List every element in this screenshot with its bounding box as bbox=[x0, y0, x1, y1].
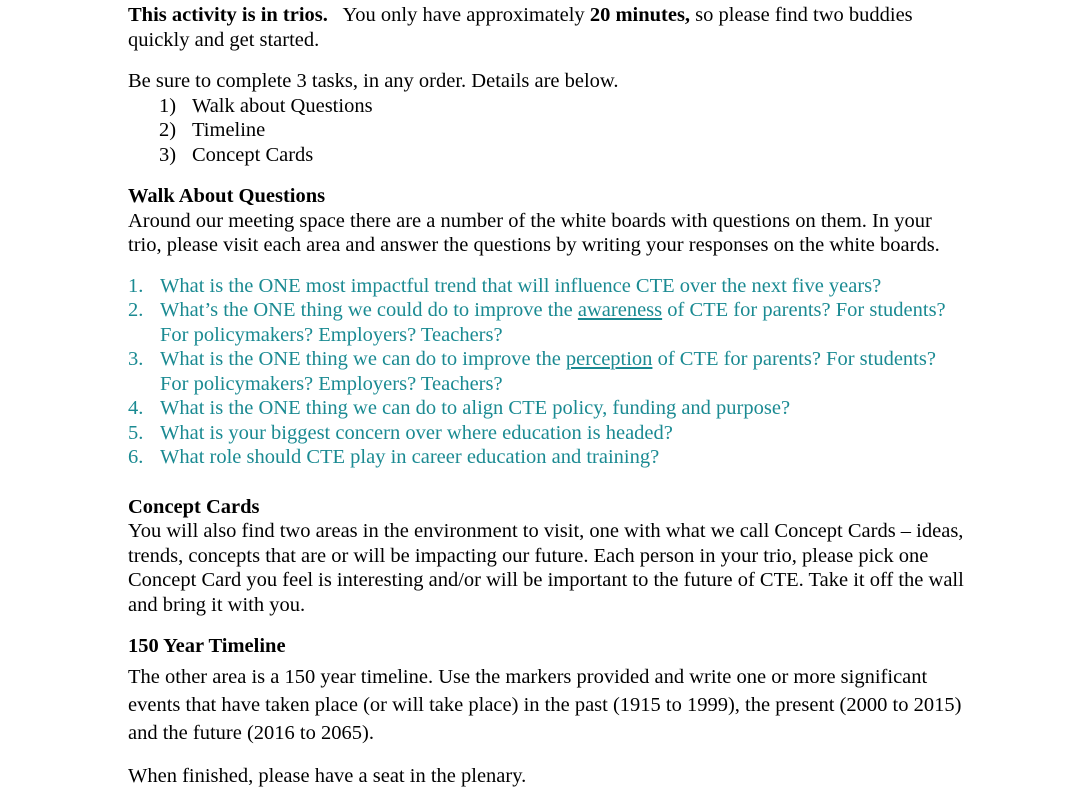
question-number: 6. bbox=[128, 446, 144, 468]
task-number: 2) bbox=[159, 119, 177, 141]
spacer bbox=[128, 470, 968, 495]
intro-paragraph bbox=[128, 3, 968, 52]
question-text-post: of CTE for parents? For students? For policymakers? Employers? Teachers? bbox=[160, 348, 936, 395]
intro-bold-lead: This activity is in trios. bbox=[128, 4, 328, 26]
task-item bbox=[128, 143, 968, 168]
task-label: Timeline bbox=[192, 119, 266, 141]
closing-text: When finished, please have a seat in the plenary. bbox=[128, 764, 527, 787]
task-number: 1) bbox=[159, 94, 177, 117]
question-number: 2. bbox=[128, 299, 144, 321]
task-item bbox=[128, 118, 968, 143]
question-item bbox=[128, 274, 968, 299]
question-number: 1. bbox=[128, 274, 144, 297]
question-text-pre: What’s the ONE thing we could do to improve the bbox=[160, 299, 578, 321]
question-item bbox=[128, 298, 968, 347]
question-item bbox=[128, 396, 968, 421]
question-text: What role should CTE play in career education and training? bbox=[160, 446, 660, 468]
question-number: 3. bbox=[128, 348, 144, 370]
task-label: Walk about Questions bbox=[192, 94, 373, 117]
question-underlined-word: awareness bbox=[577, 299, 663, 321]
intro-text-a: You only have approximately bbox=[327, 4, 590, 26]
timeline-body: The other area is a 150 year timeline. Use the markers provided and write one or more significant events that have taken place (or will take place) in the past (1915 to 1999), the present (2000 to 2015) and the future (2016 to 2065). bbox=[128, 665, 962, 744]
walk-about-heading: Walk About Questions bbox=[128, 185, 326, 207]
walk-about-body: Around our meeting space there are a number of the white boards with questions on them. In your trio, please visit each area and answer the questions by writing your responses on the white boards. bbox=[128, 209, 940, 256]
question-text: What is the ONE thing we can do to align CTE policy, funding and purpose? bbox=[160, 397, 791, 419]
task-item bbox=[128, 94, 968, 119]
tasks-intro: Be sure to complete 3 tasks, in any order. Details are below. bbox=[128, 70, 619, 92]
question-text: What is the ONE most impactful trend that will influence CTE over the next five years? bbox=[160, 274, 882, 297]
concept-cards-body: You will also find two areas in the environment to visit, one with what we call Concept Cards – ideas, trends, concepts that are or will be impacting our future. Each person in your trio, please pick one Concept Card you feel is interesting and/or will be important to the future of CTE. Take it off the wall and bring it with you. bbox=[128, 520, 964, 616]
question-underlined-word: perception bbox=[565, 348, 653, 370]
task-list bbox=[128, 94, 968, 168]
question-number: 4. bbox=[128, 397, 144, 419]
question-item bbox=[128, 445, 968, 470]
intro-text-b: so please find two buddies quickly and get started. bbox=[128, 4, 913, 51]
intro-bold-time: 20 minutes, bbox=[589, 4, 691, 26]
task-number: 3) bbox=[159, 143, 177, 166]
question-text-post: of CTE for parents? For students? For policymakers? Employers? Teachers? bbox=[160, 299, 946, 346]
task-label: Concept Cards bbox=[192, 143, 314, 166]
question-text-pre: What is the ONE thing we can do to improve the bbox=[160, 348, 566, 370]
question-text: What is your biggest concern over where education is headed? bbox=[160, 421, 673, 444]
document-content bbox=[128, 3, 968, 788]
question-number: 5. bbox=[128, 421, 144, 444]
timeline-heading: 150 Year Timeline bbox=[128, 635, 286, 657]
question-item bbox=[128, 421, 968, 446]
concept-cards-heading: Concept Cards bbox=[128, 495, 260, 518]
question-item bbox=[128, 347, 968, 396]
question-list bbox=[128, 274, 968, 470]
